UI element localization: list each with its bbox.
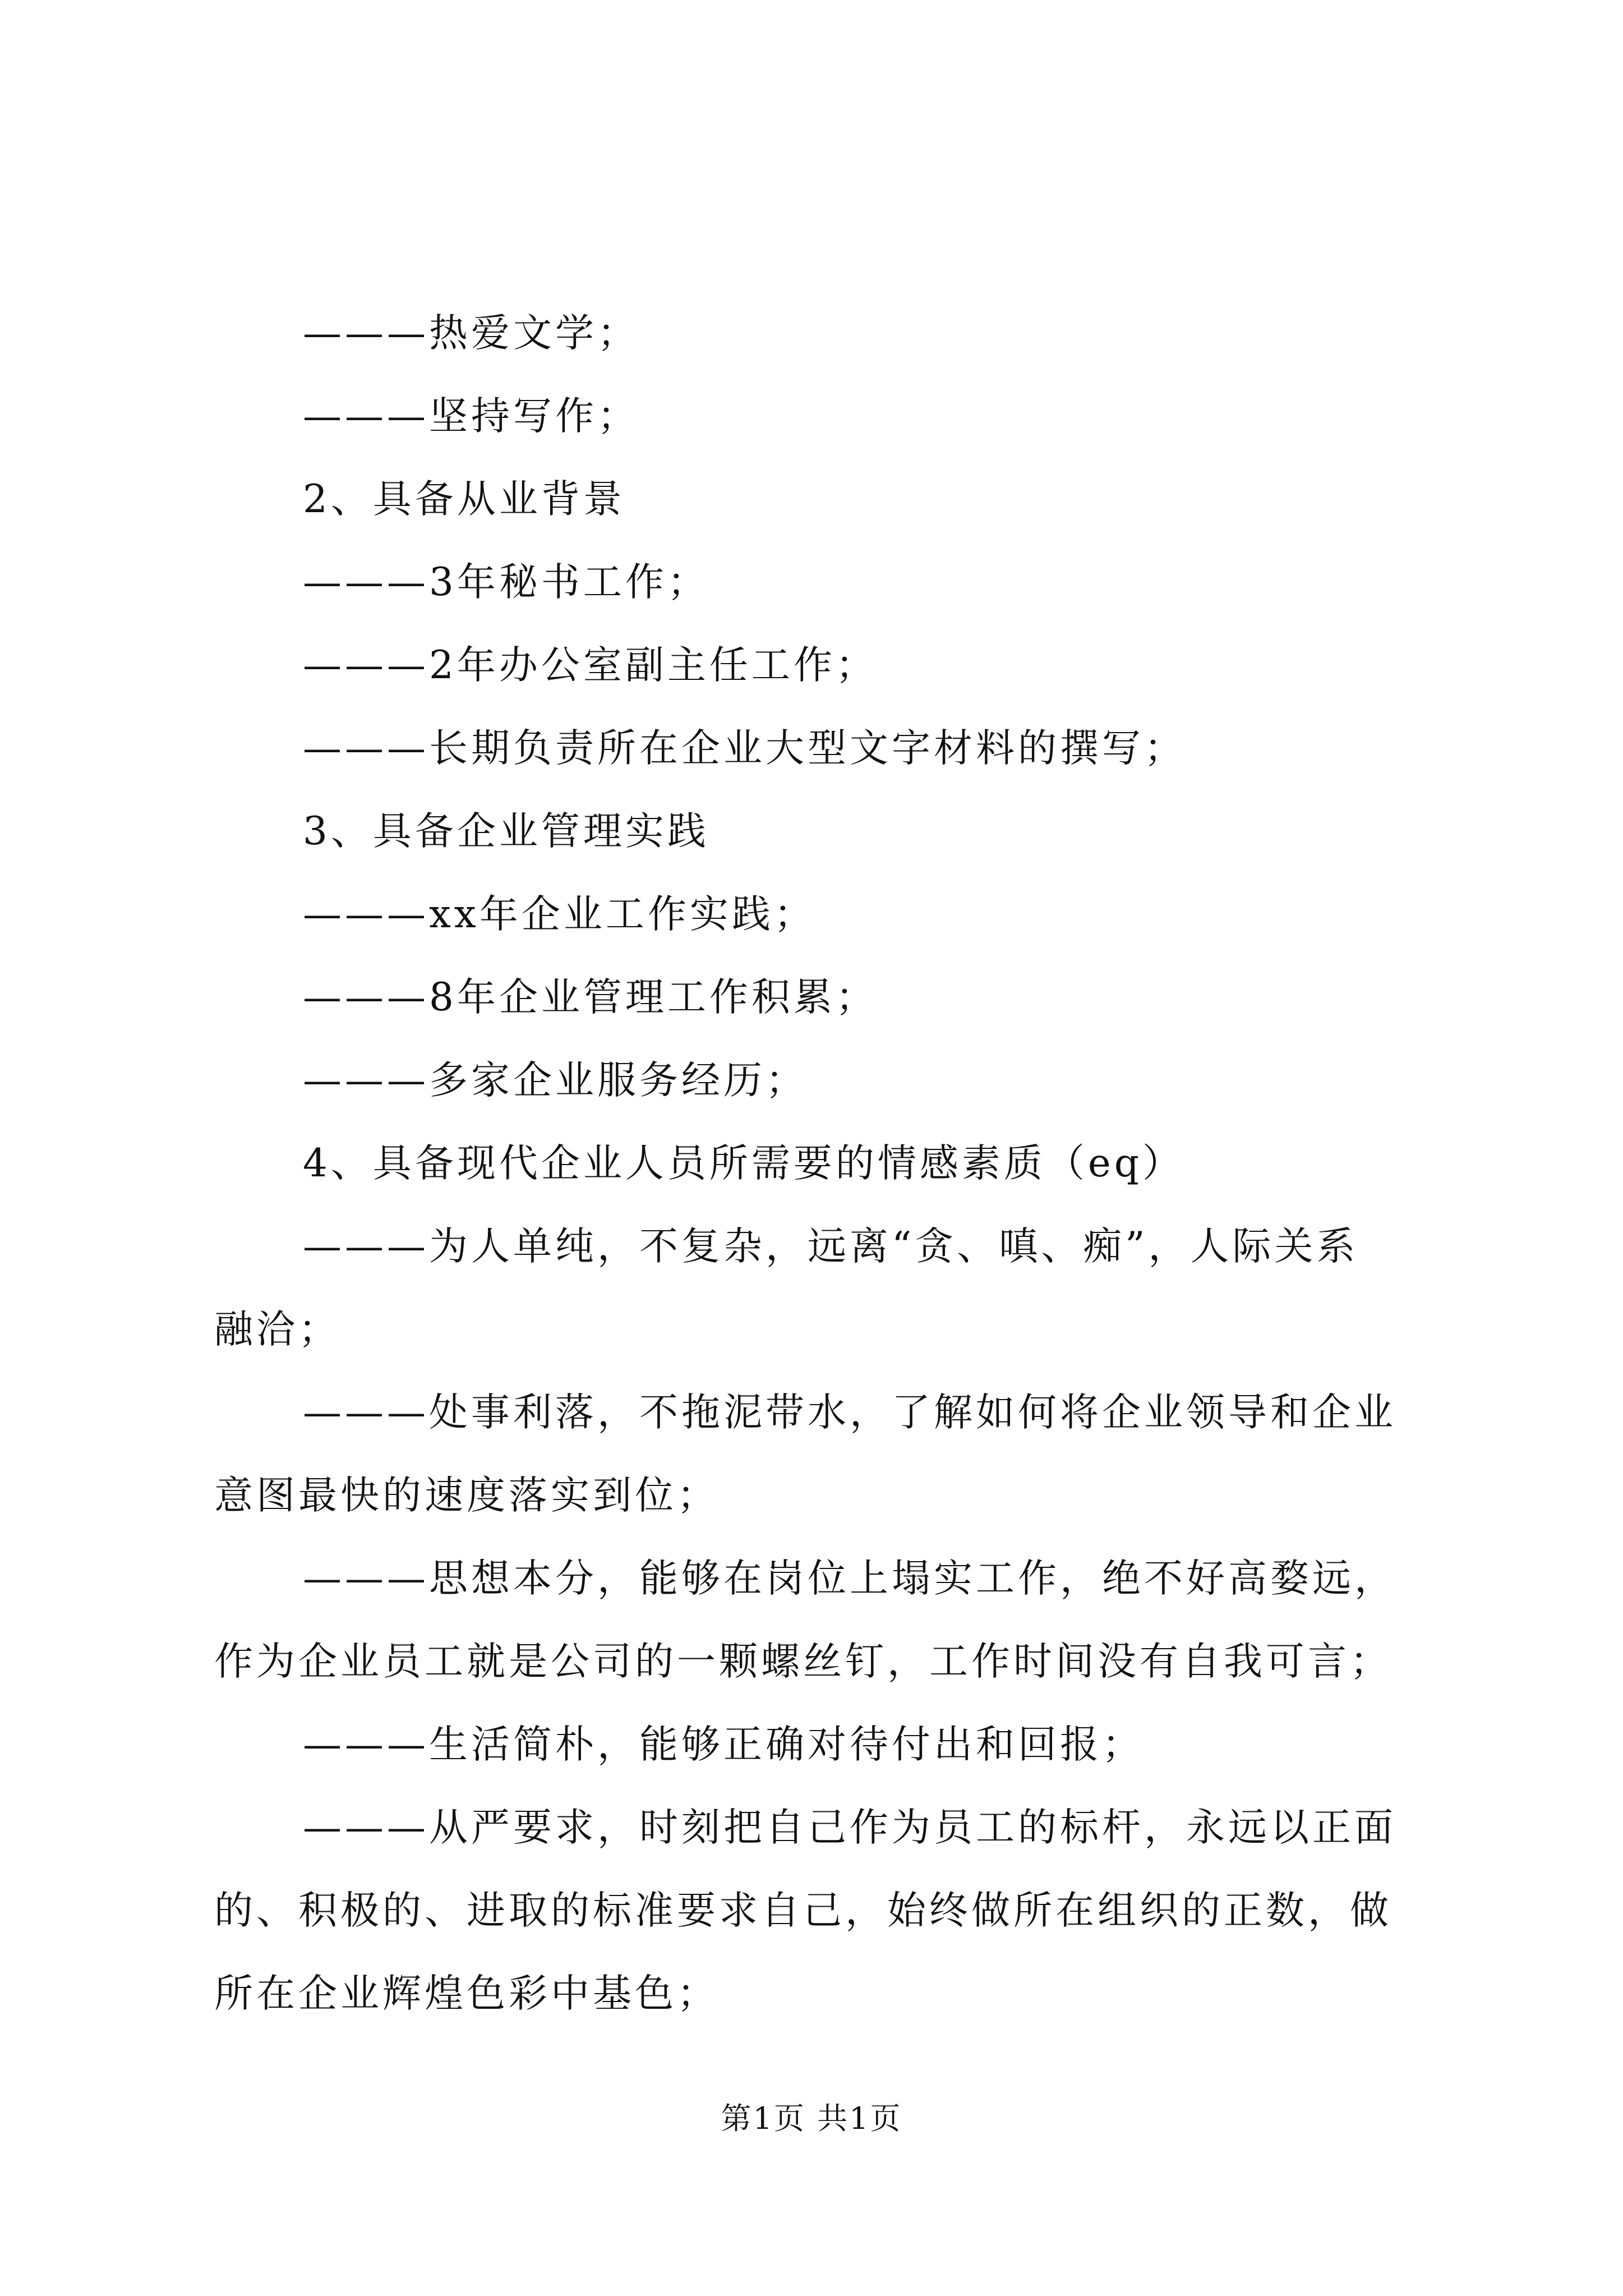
text-line: ———处事利落，不拖泥带水，了解如何将企业领导和企业 <box>303 1390 1396 1435</box>
text-line: ———2年办公室副主任工作； <box>303 643 878 688</box>
text-line: ———多家企业服务经历； <box>303 1058 808 1103</box>
section-heading: 2、具备从业背景 <box>303 477 625 522</box>
document-body <box>214 292 1426 2035</box>
text-line: ———思想本分，能够在岗位上塌实工作，绝不好高婺远， <box>303 1556 1396 1601</box>
text-line: 的、积极的、进取的标准要求自己，始终做所在组织的正数，做 <box>214 1888 1392 1933</box>
page-footer: 第1页 共1页 <box>721 2101 902 2136</box>
text-line: ———坚持写作； <box>303 394 639 439</box>
text-line: ———xx年企业工作实践； <box>303 892 816 937</box>
text-line: ———长期负责所在企业大型文字材料的撰写； <box>303 726 1186 771</box>
text-line: 意图最快的速度落实到位； <box>214 1473 719 1518</box>
text-line: 所在企业辉煌色彩中基色； <box>214 1971 719 2016</box>
text-line: 融洽； <box>214 1307 340 1352</box>
section-heading: 4、具备现代企业人员所需要的情感素质（eq） <box>303 1141 1184 1186</box>
text-line: ———热爱文学； <box>303 311 639 356</box>
text-line: ———3年秘书工作； <box>303 560 709 605</box>
text-line: 作为企业员工就是公司的一颗螺丝钉，工作时间没有自我可言； <box>214 1639 1392 1684</box>
text-line: ———生活简朴，能够正确对待付出和回报； <box>303 1722 1144 1767</box>
section-heading: 3、具备企业管理实践 <box>303 809 709 854</box>
text-line: ———为人单纯，不复杂，远离“贪、嗔、痴”，人际关系 <box>303 1224 1359 1269</box>
text-line: ———8年企业管理工作积累； <box>303 975 878 1020</box>
text-line: ———从严要求，时刻把自己作为员工的标杆，永远以正面 <box>303 1805 1396 1850</box>
